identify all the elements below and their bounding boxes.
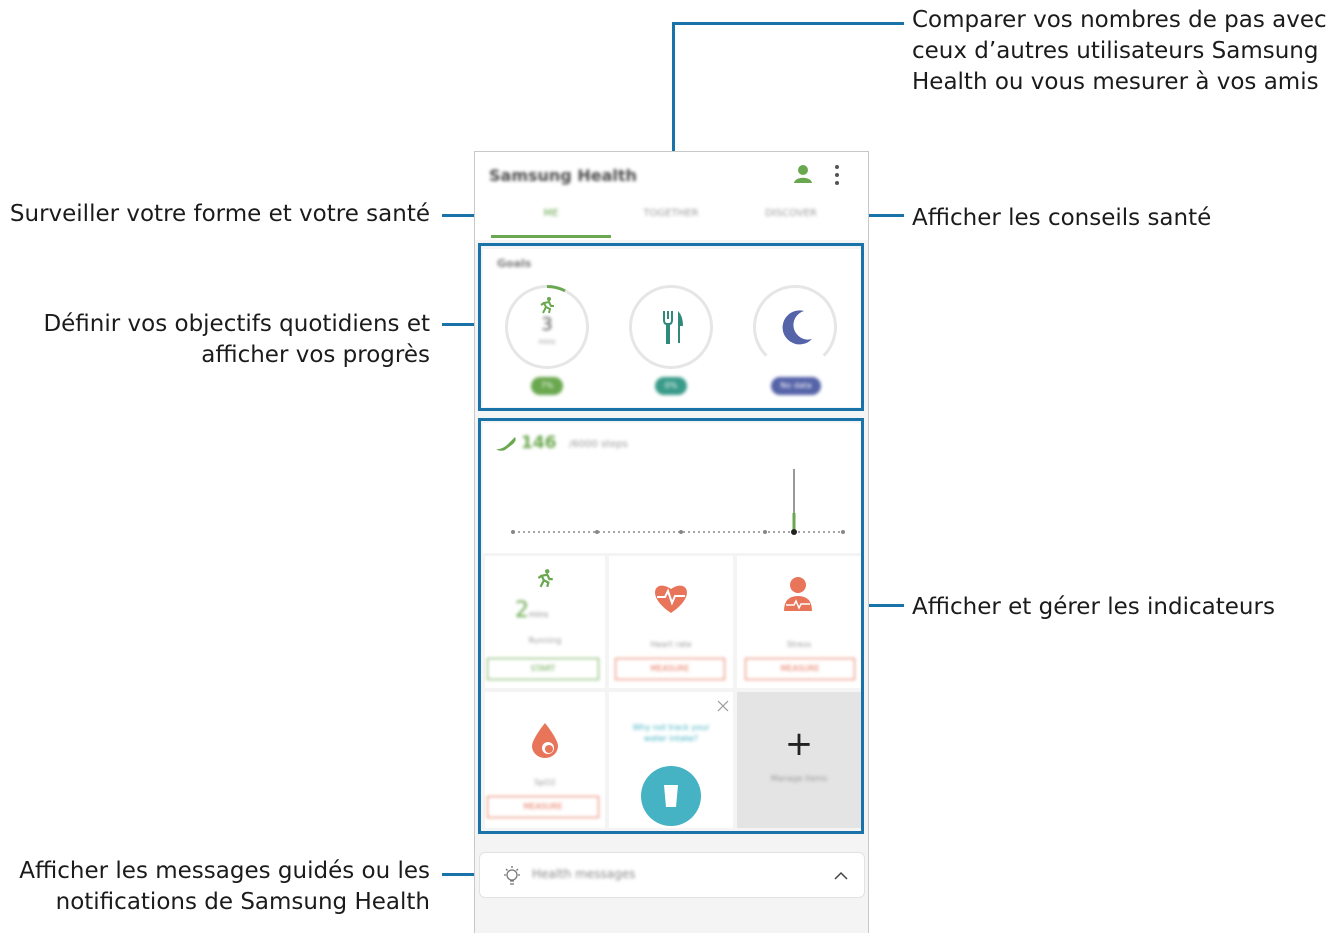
sleep-goal-badge: No data (771, 377, 821, 395)
add-icon: + (784, 724, 814, 764)
exercise-label: Running (528, 636, 562, 645)
activity-goal-value: 3 (541, 314, 553, 335)
tab-discover[interactable] (731, 208, 851, 238)
tab-together[interactable] (611, 208, 731, 238)
app-title: Samsung Health (489, 166, 637, 185)
annotation-line: ceux d’autres utilisateurs Samsung (912, 38, 1319, 64)
exercise-value-unit: mins (529, 610, 549, 619)
more-options-icon[interactable] (833, 164, 841, 186)
profile-icon[interactable] (793, 164, 813, 184)
tab-me[interactable] (491, 208, 611, 238)
activity-goal-badge: 7% (531, 377, 563, 395)
annotation-line: Afficher les conseils santé (912, 205, 1212, 231)
manage-items-label: Manage items (770, 774, 828, 783)
annotation-line: Comparer vos nombres de pas avec (912, 7, 1327, 33)
lightbulb-icon (502, 865, 522, 887)
heart-rate-measure-button[interactable]: MEASURE (615, 658, 725, 680)
steps-count: 146 (521, 433, 557, 453)
annotation-line: Health ou vous mesurer à vos amis (912, 69, 1319, 95)
stress-measure-button[interactable]: MEASURE (745, 658, 855, 680)
trackers-highlight-box (478, 418, 864, 834)
annotation-line: notifications de Samsung Health (55, 889, 430, 915)
annotation-trackers (912, 592, 1275, 623)
annotation-goals (0, 309, 430, 371)
annotation-messages (0, 856, 430, 918)
activity-goal-unit: mins (538, 338, 556, 346)
steps-goal: /6000 steps (569, 439, 628, 450)
annotation-line: Afficher et gérer les indicateurs (912, 594, 1275, 620)
annotation-line: Surveiller votre forme et votre santé (9, 201, 430, 227)
stress-label: Stress (786, 640, 812, 649)
callout-line-goals (442, 323, 478, 326)
water-question: Why not track your water intake? (632, 723, 710, 743)
heart-rate-label: Heart rate (650, 640, 692, 649)
chevron-up-icon[interactable] (834, 871, 848, 880)
annotation-monitor (0, 199, 430, 230)
tab-label: DISCOVER (765, 208, 817, 219)
health-messages-bar[interactable] (479, 852, 865, 898)
goals-highlight-box (478, 243, 864, 411)
tab-label: TOGETHER (643, 208, 699, 219)
annotation-tips (912, 203, 1211, 234)
annotation-compare-steps (912, 5, 1327, 98)
annotation-line: afficher vos progrès (201, 342, 430, 368)
food-goal-badge: 0% (655, 377, 687, 395)
callout-line-compare-h (672, 22, 904, 25)
spo2-label: SpO2 (534, 778, 556, 787)
callout-line-trackers (864, 604, 904, 607)
goals-label: Goals (497, 257, 532, 270)
annotation-line: Définir vos objectifs quotidiens et (43, 311, 430, 337)
app-bar (475, 152, 868, 240)
health-messages-label: Health messages (532, 867, 636, 881)
annotation-line: Afficher les messages guidés ou les (19, 858, 430, 884)
start-button[interactable]: START (487, 658, 599, 680)
spo2-measure-button[interactable]: MEASURE (487, 796, 599, 818)
tab-label: ME (543, 208, 559, 219)
exercise-value-number: 2 (515, 598, 529, 623)
